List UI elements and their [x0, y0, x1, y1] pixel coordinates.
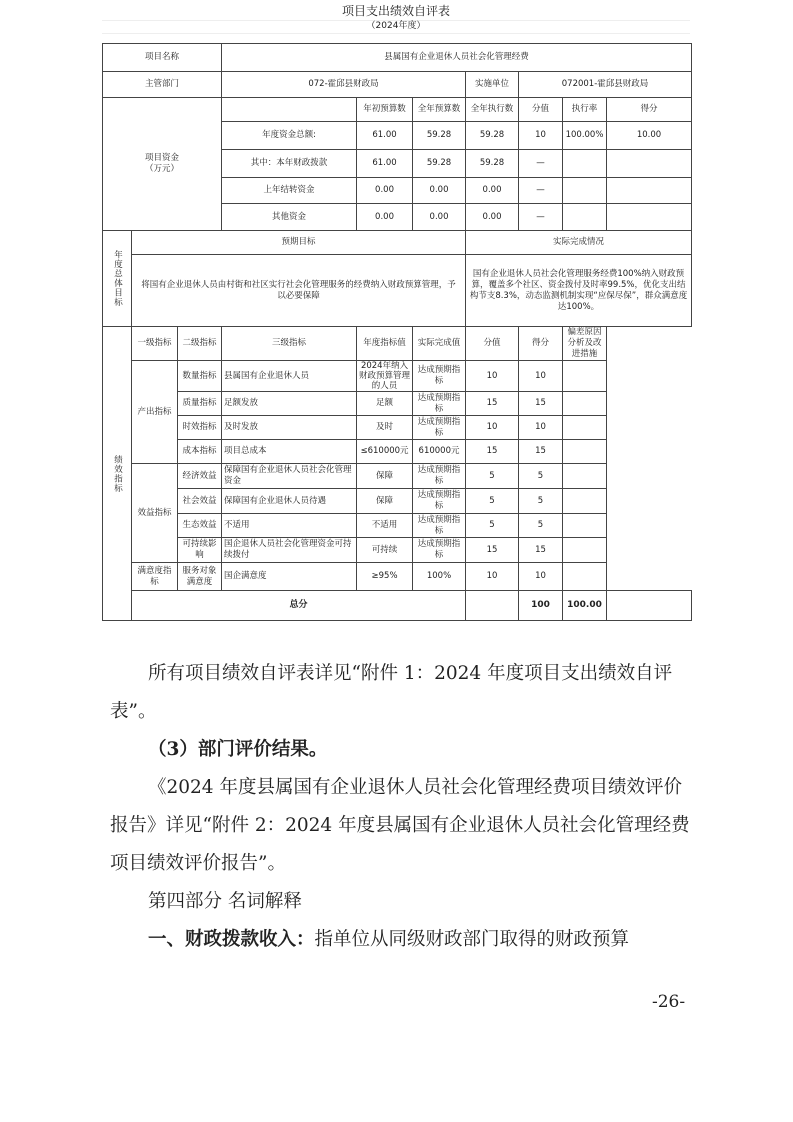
funds-full: 0.00: [413, 178, 466, 204]
perf-header-row: [103, 327, 692, 361]
indicator-row: [103, 563, 692, 591]
indicator-value: 10: [466, 416, 519, 440]
total-value: 100: [519, 591, 563, 621]
sheet-title: 项目支出绩效自评表: [102, 2, 690, 21]
department-row: [103, 72, 692, 98]
level2-indicator: 成本指标: [178, 440, 222, 464]
funds-row-label: 年度资金总额:: [222, 122, 357, 150]
funds-header: 分值: [519, 98, 563, 122]
perf-header: 一级指标: [132, 327, 178, 361]
expected-goal-header: 预期目标: [132, 231, 466, 255]
funds-score: [607, 204, 692, 231]
target-value: 及时: [357, 416, 413, 440]
level1-indicator: 满意度指标: [132, 563, 178, 591]
indicator-row: [103, 416, 692, 440]
funds-header: 年初预算数: [357, 98, 413, 122]
term-label: 一、财政拨款收入：: [148, 929, 315, 950]
indicator-row: [103, 538, 692, 563]
funds-header: 全年预算数: [413, 98, 466, 122]
funds-full: 0.00: [413, 204, 466, 231]
target-value: 不适用: [357, 514, 413, 538]
indicator-score: 15: [519, 538, 563, 563]
funds-row-label: 其中：本年财政拨款: [222, 150, 357, 178]
funds-header-row: [103, 98, 692, 122]
perf-header: 三级指标: [222, 327, 357, 361]
perf-indicator-label: [103, 327, 132, 621]
funds-initial: 61.00: [357, 150, 413, 178]
funds-label: 项目资金 （万元）: [103, 98, 222, 231]
level3-indicator: 足额发放: [222, 392, 357, 416]
impl-label: 实施单位: [466, 72, 519, 98]
indicator-value: 15: [466, 538, 519, 563]
indicator-score: 15: [519, 392, 563, 416]
perf-header: 偏差原因分析及改进措施: [563, 327, 607, 361]
funds-header: 全年执行数: [466, 98, 519, 122]
level2-indicator: 时效指标: [178, 416, 222, 440]
actual-value: 达成预期指标: [413, 538, 466, 563]
perf-indicator-label-text: 绩效指标: [112, 454, 123, 493]
actual-value: 达成预期指标: [413, 464, 466, 489]
paragraph-attachment-2: 《2024 年度县属国有企业退休人员社会化管理经费项目绩效评价报告》详见“附件 2：2024 年度县属国有企业退休人员社会化管理经费项目绩效评价报告”。: [110, 777, 690, 874]
indicator-row: [103, 464, 692, 489]
funds-executed: 0.00: [466, 204, 519, 231]
indicator-score: 10: [519, 563, 563, 591]
deviation-note: [563, 361, 607, 392]
indicator-value: 5: [466, 514, 519, 538]
term-definition: [110, 921, 695, 959]
impl-value: 072001-霍邱县财政局: [519, 72, 692, 98]
paragraph-attachment-1: 所有项目绩效自评表详见“附件 1：2024 年度项目支出绩效自评表”。: [110, 663, 673, 722]
goal-header-row: [103, 231, 692, 255]
indicator-row: [103, 440, 692, 464]
funds-blank-header: [222, 98, 357, 122]
total-label: 总分: [132, 591, 466, 621]
funds-executed: 59.28: [466, 150, 519, 178]
project-name-label: 项目名称: [103, 44, 222, 72]
funds-score: 10.00: [607, 122, 692, 150]
funds-header: 得分: [607, 98, 692, 122]
indicator-row: [103, 361, 692, 392]
dept-value: 072-霍邱县财政局: [222, 72, 466, 98]
funds-rate: 100.00%: [563, 122, 607, 150]
indicator-score: 10: [519, 361, 563, 392]
indicator-value: 10: [466, 361, 519, 392]
heading-dept-evaluation: （3）部门评价结果。: [148, 739, 328, 760]
funds-score-value: —: [519, 178, 563, 204]
level2-indicator: 质量指标: [178, 392, 222, 416]
funds-row-label: 其他资金: [222, 204, 357, 231]
level3-indicator: 不适用: [222, 514, 357, 538]
project-name-value: 县属国有企业退休人员社会化管理经费: [222, 44, 692, 72]
funds-executed: 59.28: [466, 122, 519, 150]
level3-indicator: 国企满意度: [222, 563, 357, 591]
funds-score: [607, 150, 692, 178]
actual-value: 达成预期指标: [413, 416, 466, 440]
indicator-score: 10: [519, 416, 563, 440]
funds-header: 执行率: [563, 98, 607, 122]
indicator-row: [103, 514, 692, 538]
perf-header: 实际完成值: [413, 327, 466, 361]
perf-header: 分值: [466, 327, 519, 361]
term-text: 指单位从同级财政部门取得的财政预算: [314, 929, 630, 950]
deviation-note: [563, 440, 607, 464]
target-value: ≤610000元: [357, 440, 413, 464]
annual-goal-label: [103, 231, 132, 327]
funds-rate: [563, 204, 607, 231]
actual-value: 610000元: [413, 440, 466, 464]
indicator-score: 15: [519, 440, 563, 464]
level2-indicator: 经济效益: [178, 464, 222, 489]
goal-content-row: [103, 255, 692, 327]
funds-row-label: 上年结转资金: [222, 178, 357, 204]
deviation-note: [563, 538, 607, 563]
indicator-value: 15: [466, 392, 519, 416]
dept-label: 主管部门: [103, 72, 222, 98]
level2-indicator: 数量指标: [178, 361, 222, 392]
level3-indicator: 国企退休人员社会化管理资金可持续拨付: [222, 538, 357, 563]
target-value: 保障: [357, 489, 413, 514]
funds-score: [607, 178, 692, 204]
annual-goal-label-text: 年度总体目标: [112, 250, 123, 307]
level3-indicator: 保障国有企业退休人员待遇: [222, 489, 357, 514]
target-value: 足额: [357, 392, 413, 416]
actual-value: 达成预期指标: [413, 489, 466, 514]
deviation-note: [563, 416, 607, 440]
actual-completion-text: 国有企业退休人员社会化管理服务经费100%纳入财政预算，覆盖多个社区、资金拨付及时率99.5%，优化支出结构节支8.3%，动态监测机制实现“应保尽保”，群众满意度达100%。: [466, 255, 692, 327]
level3-indicator: 县属国有企业退休人员: [222, 361, 357, 392]
level2-indicator: 可持续影响: [178, 538, 222, 563]
deviation-note: [563, 563, 607, 591]
indicator-row: [103, 392, 692, 416]
funds-full: 59.28: [413, 150, 466, 178]
deviation-note: [563, 464, 607, 489]
sheet-subtitle: （2024年度）: [102, 20, 690, 34]
target-value: 可持续: [357, 538, 413, 563]
indicator-score: 5: [519, 464, 563, 489]
level1-indicator: 效益指标: [132, 464, 178, 563]
funds-rate: [563, 178, 607, 204]
funds-initial: 61.00: [357, 122, 413, 150]
level1-indicator: 产出指标: [132, 361, 178, 464]
actual-value: 达成预期指标: [413, 392, 466, 416]
funds-initial: 0.00: [357, 178, 413, 204]
level2-indicator: 生态效益: [178, 514, 222, 538]
perf-header: 得分: [519, 327, 563, 361]
level2-indicator: 服务对象满意度: [178, 563, 222, 591]
deviation-note: [563, 489, 607, 514]
total-score: 100.00: [563, 591, 607, 621]
total-blank: [466, 591, 519, 621]
funds-score-value: —: [519, 204, 563, 231]
indicator-value: 5: [466, 489, 519, 514]
section-heading: 第四部分 名词解释: [148, 891, 302, 912]
actual-completion-header: 实际完成情况: [466, 231, 692, 255]
perf-header: 二级指标: [178, 327, 222, 361]
funds-score-value: —: [519, 150, 563, 178]
perf-header: 年度指标值: [357, 327, 413, 361]
indicator-value: 10: [466, 563, 519, 591]
indicator-score: 5: [519, 489, 563, 514]
indicator-row: [103, 489, 692, 514]
indicator-value: 15: [466, 440, 519, 464]
target-value: ≥95%: [357, 563, 413, 591]
level3-indicator: 项目总成本: [222, 440, 357, 464]
target-value: 保障: [357, 464, 413, 489]
funds-initial: 0.00: [357, 204, 413, 231]
project-name-row: [103, 44, 692, 72]
total-row: [103, 591, 692, 621]
indicator-value: 5: [466, 464, 519, 489]
funds-rate: [563, 150, 607, 178]
level3-indicator: 及时发放: [222, 416, 357, 440]
deviation-note: [563, 392, 607, 416]
funds-full: 59.28: [413, 122, 466, 150]
actual-value: 100%: [413, 563, 466, 591]
expected-goal-text: 将国有企业退休人员由村街和社区实行社会化管理服务的经费纳入财政预算管理，予以必要保障: [132, 255, 466, 327]
level2-indicator: 社会效益: [178, 489, 222, 514]
funds-score-value: 10: [519, 122, 563, 150]
target-value: 2024年纳入财政预算管理的人员: [357, 361, 413, 392]
funds-executed: 0.00: [466, 178, 519, 204]
page-number: -26-: [652, 992, 686, 1012]
deviation-note: [563, 514, 607, 538]
actual-value: 达成预期指标: [413, 514, 466, 538]
total-note: [607, 591, 692, 621]
indicator-score: 5: [519, 514, 563, 538]
actual-value: 达成预期指标: [413, 361, 466, 392]
performance-table: [102, 43, 692, 621]
level3-indicator: 保障国有企业退休人员社会化管理资金: [222, 464, 357, 489]
